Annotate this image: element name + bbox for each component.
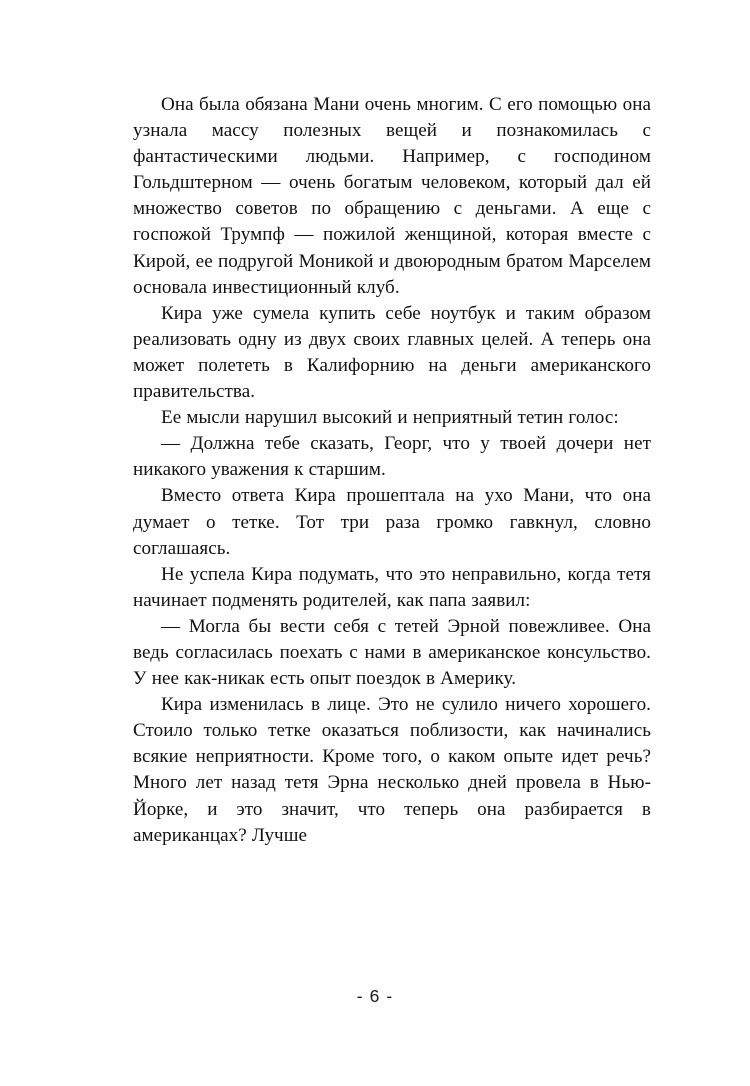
paragraph: Не успела Кира подумать, что это неправильно, когда тетя начинает подменять родителей, как папа заявил: (133, 563, 651, 611)
dialogue-paragraph: — Могла бы вести себя с тетей Эрной повежливее. Она ведь согласилась поехать с нами в американское консульство. У нее как-никак есть опыт поездок в Америку. (133, 615, 651, 690)
page-text-block (133, 92, 651, 849)
paragraph: Кира изменилась в лице. Это не сулило ничего хорошего. Стоило только тетке оказаться поблизости, как начинались всякие неприятности. Кроме того, о каком опыте идет речь? Много лет назад тетя Эрна несколько дней провела в Нью-Йорке, и это значит, что теперь она разбирается в американцах? Лучше (133, 694, 651, 846)
paragraph: Она была обязана Мани очень многим. С его помощью она узнала массу полезных вещей и познакомилась с фантастическими людьми. Например, с господином Гольдштерном — очень богатым человеком, который дал ей множество советов по обращению с деньгами. А еще с госпожой Трумпф — пожилой женщиной, которая вместе с Кирой, ее подругой Моникой и двоюродным братом Марселем основала инвестиционный клуб. (133, 94, 651, 298)
paragraph: Кира уже сумела купить себе ноутбук и таким образом реализовать одну из двух своих главных целей. А теперь она может полететь в Калифорнию на деньги американского правительства. (133, 302, 651, 403)
paragraph: Ее мысли нарушил высокий и неприятный тетин голос: (161, 407, 619, 429)
page-number: - 6 - (356, 986, 394, 1006)
paragraph: Вместо ответа Кира прошептала на ухо Мани, что она думает о тетке. Тот три раза громко гавкнул, словно соглашаясь. (133, 485, 651, 559)
dialogue-paragraph: — Должна тебе сказать, Георг, что у твоей дочери нет никакого уважения к старшим. (133, 433, 651, 481)
